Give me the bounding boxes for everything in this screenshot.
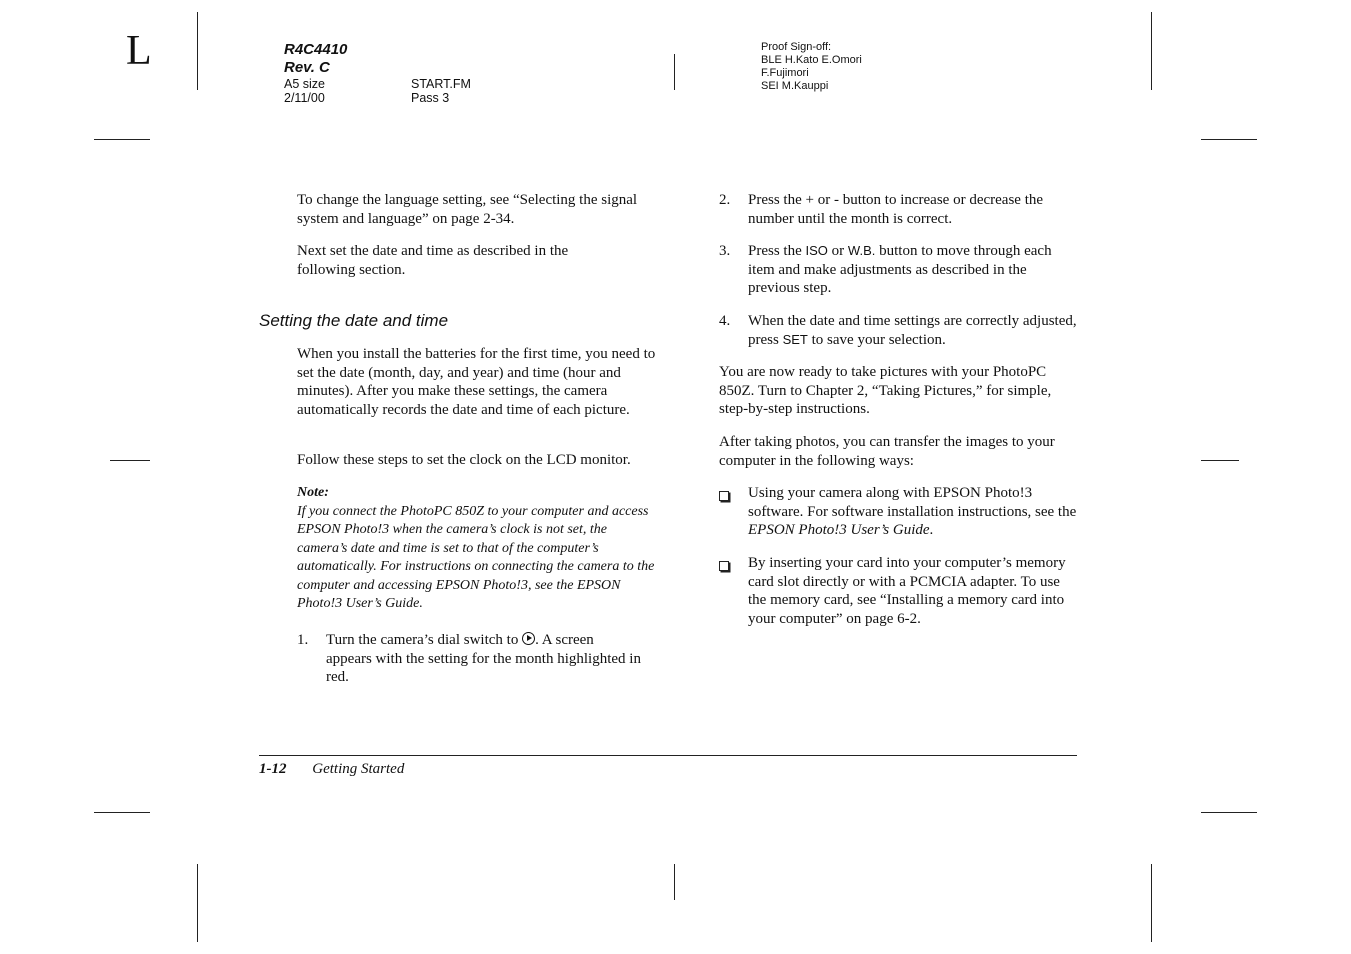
bullet-text: Using your camera along with EPSON Photo!3 software. For software installation instructions, see the	[748, 485, 1077, 520]
step-text: or	[831, 243, 845, 259]
step-text: Press the + or - button to increase or decrease the number until the month is correct.	[748, 192, 1044, 227]
proof-line: Proof Sign-off:	[761, 41, 832, 53]
crop-mark-top-right-horizontal	[1201, 139, 1257, 140]
crop-mark-mid-right-horizontal	[1201, 460, 1239, 461]
section-heading: Setting the date and time	[259, 311, 449, 330]
corner-mark-letter: L	[126, 28, 152, 74]
crop-mark-mid-left-horizontal	[110, 460, 150, 461]
step-1	[297, 631, 642, 691]
step-4	[719, 312, 1079, 352]
paragraph-ready: You are now ready to take pictures with your PhotoPC 850Z. Turn to Chapter 2, “Taking Pictures,” for simple, step-by-step instructions.	[719, 364, 1052, 417]
header-file-info	[411, 77, 531, 105]
proof-line: F.Fujimori	[761, 67, 809, 79]
step-text: button to move through each item and make adjustments as described in the previous step.	[748, 243, 1052, 296]
crop-mark-bottom-center-vertical	[674, 864, 675, 900]
crop-mark-top-left-horizontal	[94, 139, 150, 140]
bullet-text-italic: EPSON Photo!3 User’s Guide	[748, 522, 930, 538]
bullet-text: By inserting your card into your computer’s memory card slot directly or with a PCMCIA adapter. To use the memory card, see “Installing a memory card into your computer” on page 6-2.	[748, 555, 1066, 627]
step-text: Turn the camera’s dial switch to	[326, 632, 519, 648]
crop-mark-bottom-right-vertical	[1151, 864, 1152, 942]
footer-rule	[259, 755, 1077, 756]
paragraph-follow: Follow these steps to set the clock on the LCD monitor.	[297, 452, 631, 468]
playback-icon	[522, 632, 535, 645]
step-number: 4.	[719, 313, 731, 329]
note-text: If you connect the PhotoPC 850Z to your computer and access EPSON Photo!3 when the camera’s clock is not set, the camera’s date and time is set to that of the computer’s automatically. For instructions on connecting the camera to the computer and accessing EPSON Photo!3, see the EPSON Photo!3 User’s Guide.	[297, 503, 655, 611]
step-text: When the date and time settings are correctly adjusted, press	[748, 313, 1077, 348]
bullet-item-photo3	[719, 484, 1079, 544]
step-number: 3.	[719, 243, 731, 259]
checkbox-bullet-icon	[719, 561, 729, 571]
doc-id: R4C4410	[284, 41, 348, 58]
crop-mark-bottom-left-vertical	[197, 864, 198, 942]
set-button-label: SET	[782, 331, 808, 347]
iso-button-label: ISO	[805, 243, 828, 258]
page-number: 1-12	[259, 761, 287, 777]
paragraph-language: To change the language setting, see “Selecting the signal system and language” on page 2-34.	[297, 192, 638, 227]
step-3	[719, 242, 1079, 302]
crop-mark-top-center-vertical	[674, 54, 675, 90]
pass-number: Pass 3	[411, 91, 450, 105]
step-number: 1.	[297, 632, 309, 648]
bullet-text: .	[929, 522, 934, 538]
bullet-item-card	[719, 554, 1079, 634]
crop-mark-top-left-vertical	[197, 12, 198, 90]
revision: Rev. C	[284, 59, 330, 76]
crop-mark-bottom-right-horizontal	[1201, 812, 1257, 813]
filename: START.FM	[411, 77, 471, 91]
doc-date: 2/11/00	[284, 91, 325, 105]
paper-size: A5 size	[284, 77, 325, 91]
step-text: to save your selection.	[811, 331, 946, 348]
step-2	[719, 191, 1079, 231]
proof-line: SEI M.Kauppi	[761, 80, 829, 92]
note-block	[297, 484, 659, 614]
crop-mark-bottom-left-horizontal	[94, 812, 150, 813]
crop-mark-top-right-vertical	[1151, 12, 1152, 90]
step-text: . A screen appears with the setting for the month highlighted in red.	[326, 632, 641, 685]
section-title: Getting Started	[312, 761, 405, 777]
note-label: Note:	[297, 485, 329, 500]
checkbox-bullet-icon	[719, 491, 729, 501]
proof-signoff	[761, 41, 961, 93]
proof-line: BLE H.Kato E.Omori	[761, 54, 862, 66]
paragraph-intro: When you install the batteries for the first time, you need to set the date (month, day, and year) and time (hour and minutes). After you make these settings, the camera automatically records the date and time of each picture.	[297, 346, 656, 418]
step-text: Press the	[748, 243, 802, 259]
paragraph-next: Next set the date and time as described in the following section.	[297, 243, 569, 278]
wb-button-label: W.B.	[847, 243, 876, 258]
step-number: 2.	[719, 192, 731, 208]
footer	[259, 760, 659, 778]
paragraph-transfer: After taking photos, you can transfer the images to your computer in the following ways:	[719, 434, 1055, 469]
